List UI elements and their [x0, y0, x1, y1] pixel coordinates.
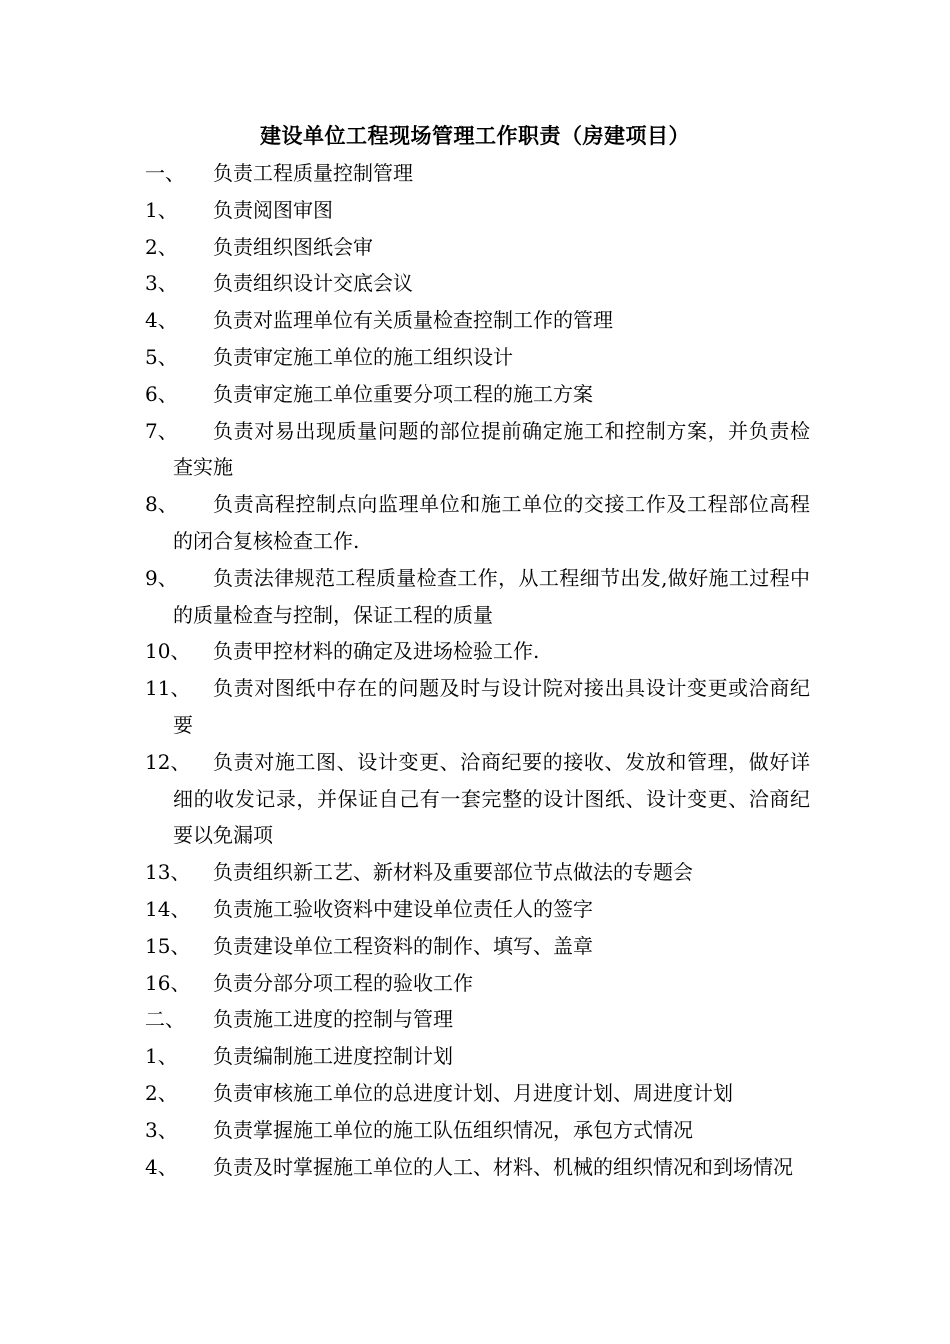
list-item: [145, 265, 810, 302]
item-text: 负责对易出现质量问题的部位提前确定施工和控制方案，并负责检查实施: [173, 418, 810, 480]
item-number: 6、: [145, 381, 178, 406]
list-item: [145, 744, 810, 854]
list-item: [145, 376, 810, 413]
item-number: 11、: [145, 676, 191, 701]
item-number: 1、: [145, 197, 178, 222]
item-text: 负责掌握施工单位的施工队伍组织情况，承包方式情况: [213, 1117, 693, 1142]
list-item: [145, 486, 810, 560]
list-item: [145, 1001, 810, 1038]
item-text: 负责阅图审图: [213, 197, 333, 222]
item-number: 14、: [145, 896, 191, 921]
item-text: 负责及时掌握施工单位的人工、材料、机械的组织情况和到场情况: [213, 1154, 793, 1179]
item-text: 负责分部分项工程的验收工作: [213, 970, 473, 995]
item-number: 2、: [145, 234, 178, 259]
item-number: 3、: [145, 271, 178, 296]
duty-list: [145, 155, 810, 1185]
item-text: 负责组织图纸会审: [213, 234, 373, 259]
item-text: 负责工程质量控制管理: [213, 161, 413, 185]
item-number: 3、: [145, 1117, 178, 1142]
item-number: 12、: [145, 749, 191, 774]
list-item: [145, 339, 810, 376]
item-number: 16、: [145, 970, 191, 995]
item-text: 负责编制施工进度控制计划: [213, 1044, 453, 1069]
item-number: 2、: [145, 1080, 178, 1105]
list-item: [145, 1149, 810, 1186]
list-item: [145, 854, 810, 891]
item-number: 5、: [145, 344, 178, 369]
list-item: [145, 192, 810, 229]
list-item: [145, 670, 810, 744]
item-text: 负责施工进度的控制与管理: [213, 1007, 453, 1032]
item-text: 负责法律规范工程质量检查工作，从工程细节出发,做好施工过程中的质量检查与控制，保证工程的质量: [173, 565, 810, 627]
list-item: [145, 891, 810, 928]
item-text: 负责施工验收资料中建设单位责任人的签字: [213, 896, 593, 921]
item-text: 负责建设单位工程资料的制作、填写、盖章: [213, 933, 593, 958]
item-text: 负责审核施工单位的总进度计划、月进度计划、周进度计划: [213, 1080, 733, 1105]
item-number: 15、: [145, 933, 191, 958]
item-text: 负责审定施工单位的施工组织设计: [213, 344, 513, 369]
list-item: [145, 229, 810, 266]
list-item: [145, 155, 810, 192]
item-text: 负责高程控制点向监理单位和施工单位的交接工作及工程部位高程的闭合复核检查工作.: [173, 492, 810, 553]
list-item: [145, 1112, 810, 1149]
list-item: [145, 1075, 810, 1112]
list-item: [145, 633, 810, 670]
item-text: 负责对图纸中存在的问题及时与设计院对接出具设计变更或洽商纪要: [173, 676, 810, 737]
item-text: 负责组织设计交底会议: [213, 271, 413, 296]
item-text: 负责组织新工艺、新材料及重要部位节点做法的专题会: [213, 860, 693, 885]
list-item: [145, 302, 810, 339]
item-text: 负责对施工图、设计变更、洽商纪要的接收、发放和管理，做好详细的收发记录，并保证自己有一套完整的设计图纸、设计变更、洽商纪要以免漏项: [173, 749, 810, 848]
list-item: [145, 1038, 810, 1075]
item-number: 10、: [145, 639, 191, 664]
item-text: 负责甲控材料的确定及进场检验工作.: [213, 639, 540, 664]
list-item: [145, 965, 810, 1002]
item-number: 4、: [145, 308, 178, 333]
item-text: 负责审定施工单位重要分项工程的施工方案: [213, 381, 593, 406]
item-number: 1、: [145, 1044, 178, 1069]
item-number: 二、: [145, 1007, 185, 1032]
list-item: [145, 413, 810, 487]
list-item: [145, 560, 810, 634]
item-number: 一、: [145, 161, 185, 185]
item-text: 负责对监理单位有关质量检查控制工作的管理: [213, 308, 613, 333]
item-number: 7、: [145, 418, 178, 443]
item-number: 8、: [145, 492, 178, 517]
item-number: 9、: [145, 565, 178, 590]
list-item: [145, 928, 810, 965]
document-title: 建设单位工程现场管理工作职责（房建项目）: [260, 123, 690, 148]
item-number: 13、: [145, 860, 191, 885]
item-number: 4、: [145, 1154, 178, 1179]
